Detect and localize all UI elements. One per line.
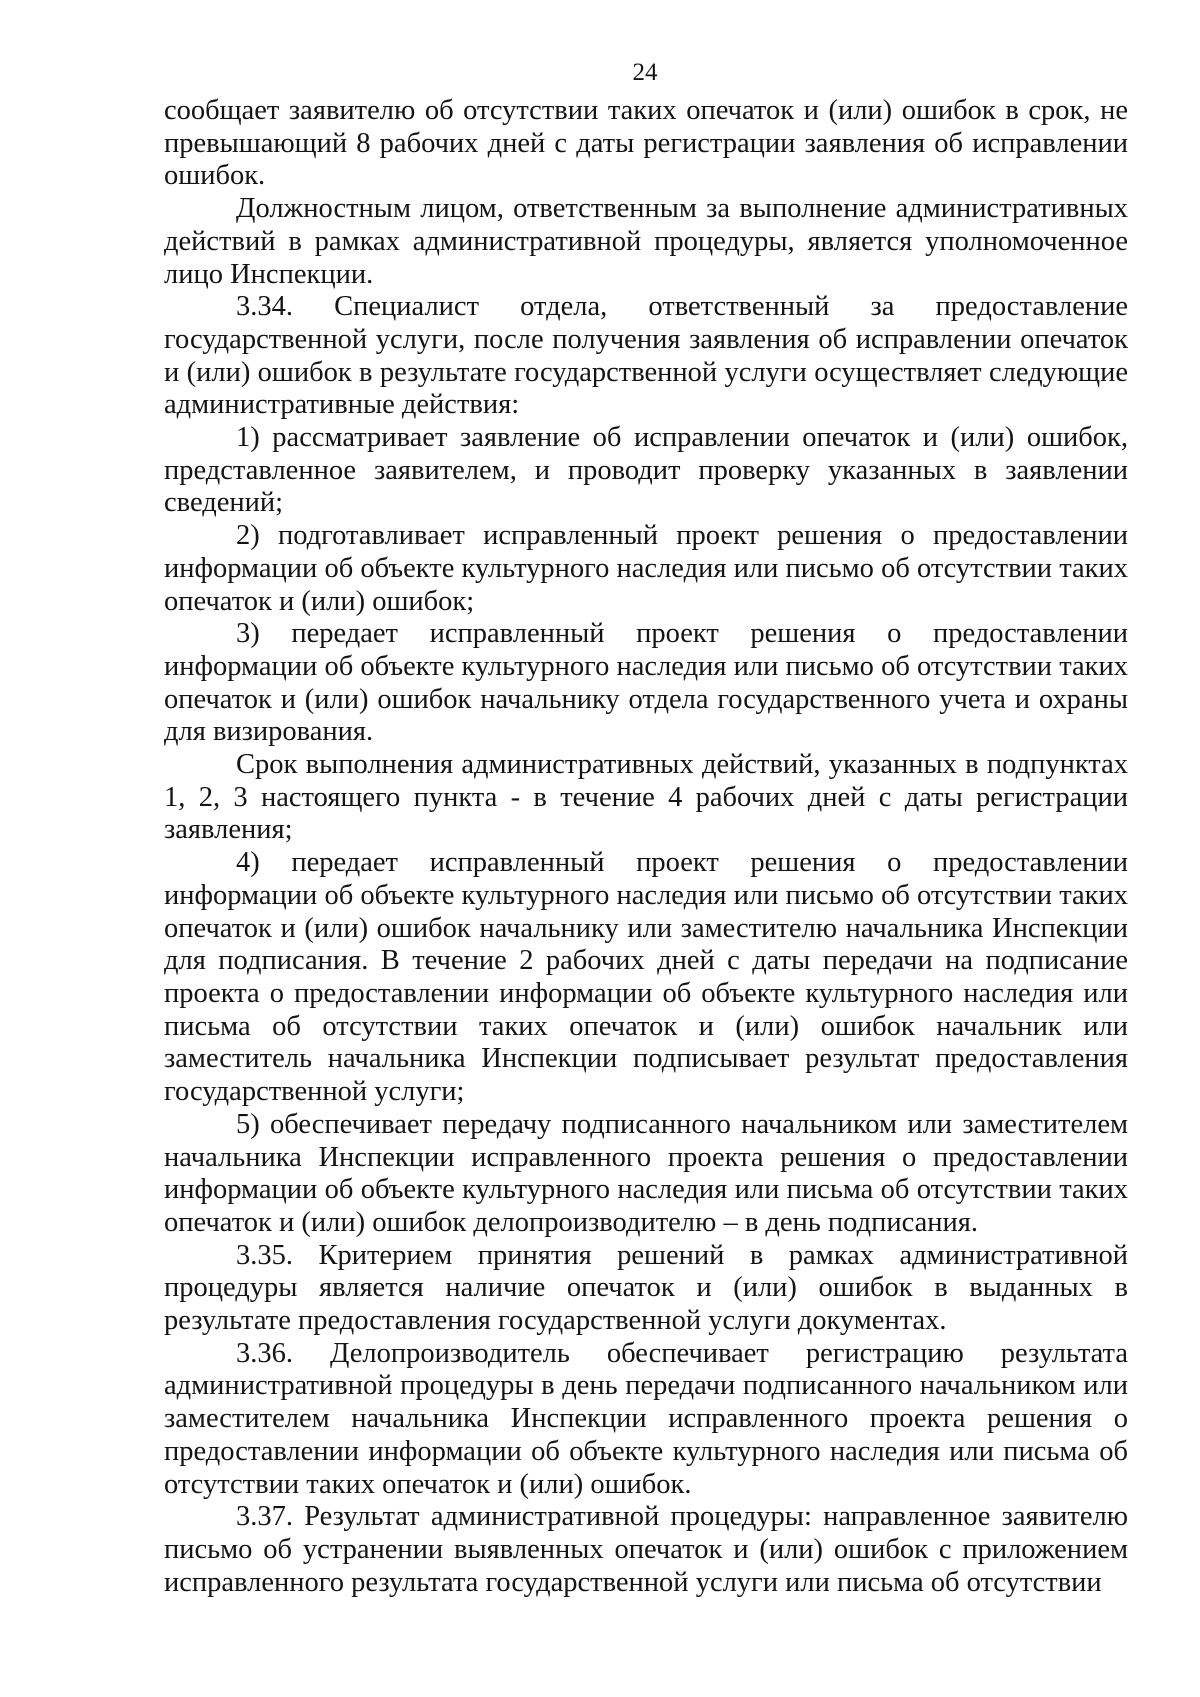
paragraph-deadline: Срок выполнения административных действий, указанных в подпунктах 1, 2, 3 настоящего пункта - в течение 4 рабочих дней с даты регистрации заявления;	[164, 749, 1128, 846]
list-item-5: 5) обеспечивает передачу подписанного начальником или заместителем начальника Инспекции исправленного проекта решения о предоставлении информации об объекте культурного наследия или письма об отсутствии таких опечаток и (или) ошибок делопроизводителю – в день подписания.	[164, 1108, 1128, 1238]
list-item-4: 4) передает исправленный проект решения о предоставлении информации об объекте культурного наследия или письмо об отсутствии таких опечаток и (или) ошибок начальнику или заместителю начальника Инспекции для подписания. В течение 2 рабочих дней с даты передачи на подписание проекта о предоставлении информации об объекте культурного наследия или письма об отсутствии таких опечаток и (или) ошибок начальник или заместитель начальника Инспекции подписывает результат предоставления государственной услуги;	[164, 847, 1128, 1108]
paragraph-3-36: 3.36. Делопроизводитель обеспечивает регистрацию результата административной процедуры в день передачи подписанного начальником или заместителем начальника Инспекции исправленного проекта решения о предоставлении информации об объекте культурного наследия или письма об отсутствии таких опечаток и (или) ошибок.	[164, 1337, 1128, 1500]
paragraph-3-37: 3.37. Результат административной процедуры: направленное заявителю письмо об устранении выявленных опечаток и (или) ошибок с приложением исправленного результата государственной услуги или письма об отсутствии	[164, 1501, 1128, 1598]
page-number: 24	[632, 59, 658, 86]
paragraph-3-34: 3.34. Специалист отдела, ответственный за предоставление государственной услуги, после получения заявления об исправлении опечаток и (или) ошибок в результате государственной услуги осуществляет следующие административные действия:	[164, 291, 1128, 421]
paragraph-responsible-official: Должностным лицом, ответственным за выполнение административных действий в рамках административной процедуры, является уполномоченное лицо Инспекции.	[164, 193, 1128, 290]
list-item-2: 2) подготавливает исправленный проект решения о предоставлении информации об объекте культурного наследия или письмо об отсутствии таких опечаток и (или) ошибок;	[164, 520, 1128, 617]
document-body	[164, 95, 1128, 1599]
paragraph-3-35: 3.35. Критерием принятия решений в рамках административной процедуры является наличие опечаток и (или) ошибок в выданных в результате предоставления государственной услуги документах.	[164, 1239, 1128, 1337]
list-item-1: 1) рассматривает заявление об исправлении опечаток и (или) ошибок, представленное заявителем, и проводит проверку указанных в заявлении сведений;	[164, 422, 1128, 519]
paragraph-continuation: сообщает заявителю об отсутствии таких опечаток и (или) ошибок в срок, не превышающий 8 рабочих дней с даты регистрации заявления об исправлении ошибок.	[164, 95, 1128, 192]
list-item-3: 3) передает исправленный проект решения о предоставлении информации об объекте культурного наследия или письмо об отсутствии таких опечаток и (или) ошибок начальнику отдела государственного учета и охраны для визирования.	[164, 618, 1128, 748]
